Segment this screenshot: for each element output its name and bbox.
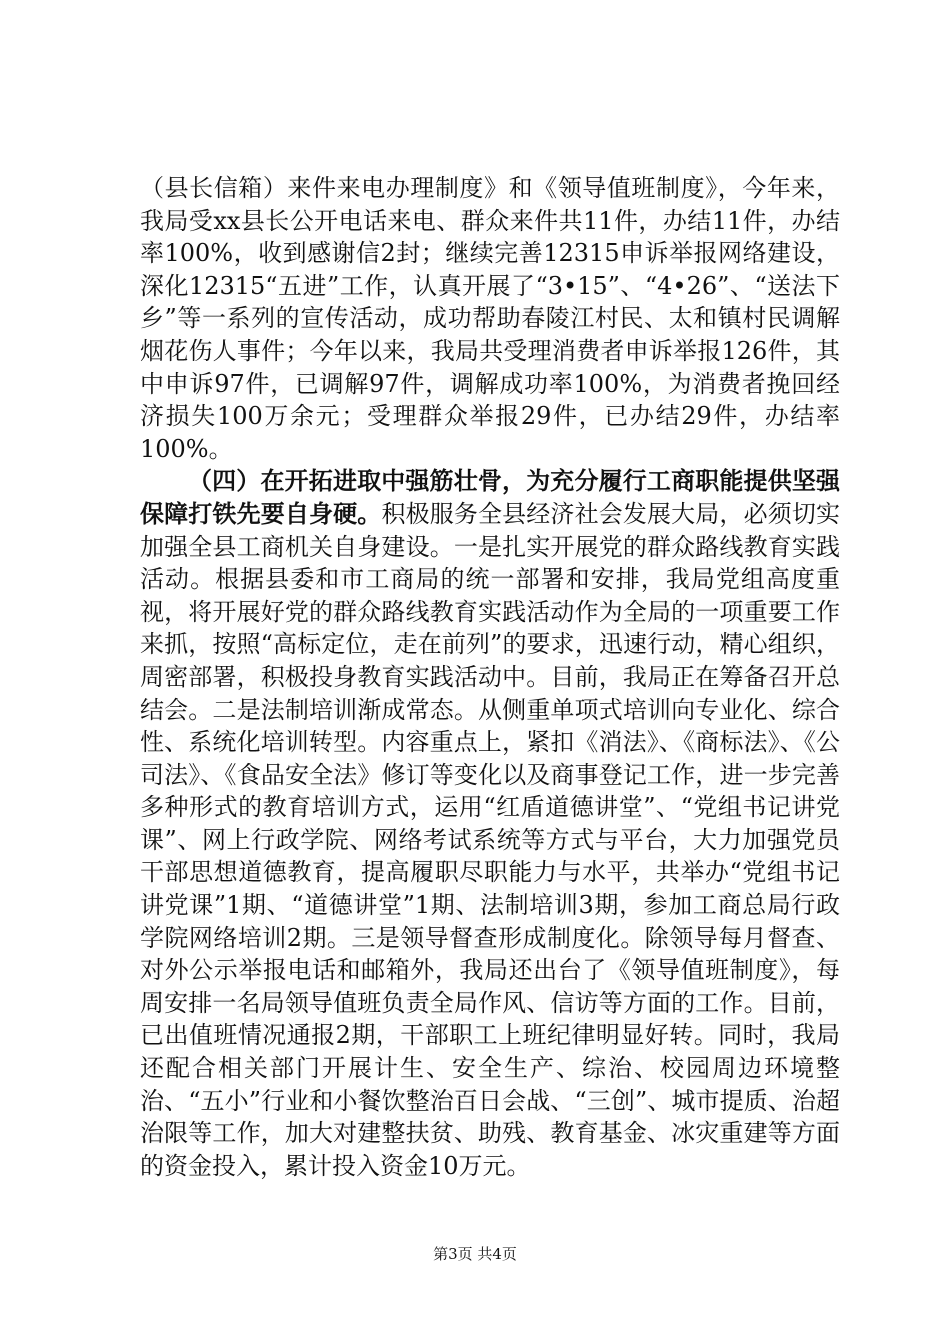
paragraph-complaint-handling — [140, 172, 840, 465]
paragraph-self-building — [140, 465, 840, 1182]
paragraph-text: 积极服务全县经济社会发展大局，必须切实加强全县工商机关自身建设。一是扎实开展党的群众路线教育实践活动。根据县委和市工商局的统一部署和安排，我局党组高度重视，将开展好党的群众路线教育实践活动作为全局的一项重要工作来抓，按照“高标定位，走在前列”的要求，迅速行动，精心组织，周密部署，积极投身教育实践活动中。目前，我局正在筹备召开总结会。二是法制培训渐成常态。从侧重单项式培训向专业化、综合性、系统化培训转型。内容重点上，紧扣《消法》、《商标法》、《公司法》、《食品安全法》修订等变化以及商事登记工作，进一步完善多种形式的教育培训方式，运用“红盾道德讲堂”、“党组书记讲党课”、网上行政学院、网络考试系统等方式与平台，大力加强党员干部思想道德教育，提高履职尽职能力与水平，共举办“党组书记讲党课”1期、“道德讲堂”1期、法制培训3期，参加工商总局行政学院网络培训2期。三是领导督查形成制度化。除领导每月督查、对外公示举报电话和邮箱外，我局还出台了《领导值班制度》，每周安排一名局领导值班负责全局作风、信访等方面的工作。目前，已出值班情况通报2期，干部职工上班纪律明显好转。同时，我局还配合相关部门开展计生、安全生产、综治、校园周边环境整治、“五小”行业和小餐饮整治百日会战、“三创”、城市提质、治超治限等工作，加大对建整扶贫、助残、教育基金、冰灾重建等方面的资金投入，累计投入资金10万元。 — [140, 499, 841, 1180]
page-number: 第3页 共4页 — [433, 1245, 517, 1263]
document-body — [140, 172, 840, 1182]
paragraph-text: （县长信箱）来件来电办理制度》和《领导值班制度》，今年来，我局受xx县长公开电话来电、群众来件共11件，办结11件，办结率100%，收到感谢信2封；继续完善12315申诉举报网络建设，深化12315“五进”工作，认真开展了“3•15”、“4•26”、“送法下乡”等一系列的宣传活动，成功帮助春陵江村民、太和镇村民调解烟花伤人事件；今年以来，我局共受理消费者申诉举报126件，其中申诉97件，已调解97件，调解成功率100%，为消费者挽回经济损失100万余元；受理群众举报29件，已办结29件，办结率100%。 — [140, 174, 840, 463]
section-heading-four: （四）在开拓进取中强筋壮骨，为充分履行工商职能提供坚强保障打铁先要自身硬。 — [140, 467, 840, 528]
page-footer — [0, 1244, 950, 1264]
